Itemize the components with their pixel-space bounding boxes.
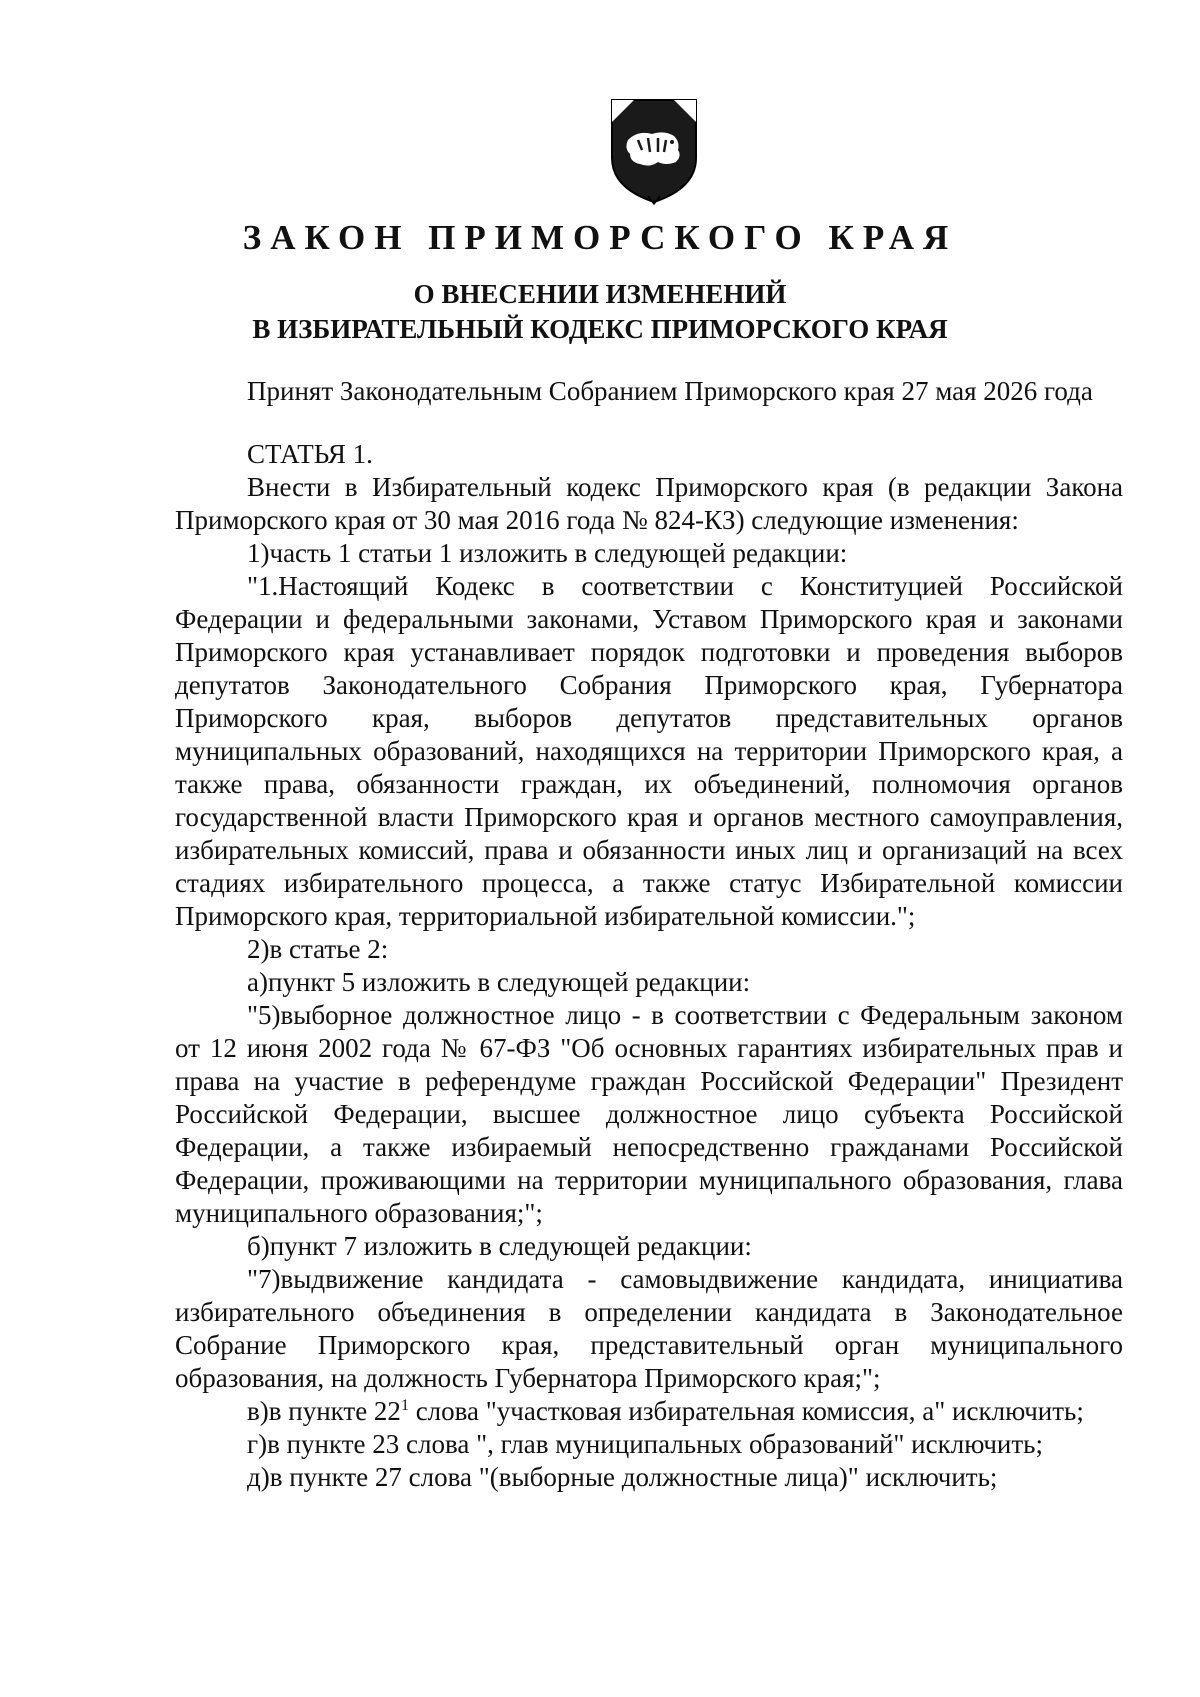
amendment-quote: "1.Настоящий Кодекс в соответствии с Конституцией Российской Федерации и федеральными законами, Уставом Приморского края и законами Приморского края устанавливает порядок подготовки и проведения выборов депутатов Законодательного Собрания Приморского края, Губернатора Приморского края, выборов депутатов представительных органов муниципальных образований, находящихся на территории Приморского края, а также права, обязанности граждан, их объединений, полномочия органов государственной власти Приморского края и органов местного самоуправления, избирательных комиссий, права и обязанности иных лиц и организаций на всех стадиях избирательного процесса, а также статус Избирательной комиссии Приморского края, территориальной избирательной комиссии."; [175, 571, 1123, 931]
amendment-item: 1)часть 1 статьи 1 изложить в следующей редакции: [247, 538, 848, 568]
article-heading: СТАТЬЯ 1. [247, 439, 373, 469]
amendment-subitem: г)в пункте 23 слова ", глав муниципальных образований" исключить; [247, 1429, 1043, 1459]
adoption-statement: Принят Законодательным Собранием Приморского края 27 мая 2026 года [247, 376, 1093, 406]
amendment-subitem-post: слова "участковая избирательная комиссия, а" исключить; [408, 1396, 1084, 1426]
law-title: ЗАКОН ПРИМОРСКОГО КРАЯ [242, 218, 958, 257]
superscript-index: 1 [400, 1397, 409, 1414]
law-body [175, 375, 1123, 1494]
amendment-subitem [175, 1395, 1123, 1428]
amendment-subitem: а)пункт 5 изложить в следующей редакции: [247, 967, 751, 997]
law-subtitle-line-2: В ИЗБИРАТЕЛЬНЫЙ КОДЕКС ПРИМОРСКОГО КРАЯ [252, 314, 948, 344]
amendment-quote: "7)выдвижение кандидата - самовыдвижение кандидата, инициатива избирательного объединения в определении кандидата в Законодательное Собрание Приморского края, представительный орган муниципального образования, на должность Губернатора Приморского края;"; [175, 1264, 1123, 1393]
amendment-subitem: б)пункт 7 изложить в следующей редакции: [247, 1231, 752, 1261]
amendment-item: 2)в статье 2: [247, 934, 389, 964]
law-subtitle-line-1: О ВНЕСЕНИИ ИЗМЕНЕНИЙ [413, 279, 787, 309]
amendment-subitem: д)в пункте 27 слова "(выборные должностные лица)" исключить; [247, 1462, 998, 1492]
amendment-quote: "5)выборное должностное лицо - в соответствии с Федеральным законом от 12 июня 2002 года № 67-ФЗ "Об основных гарантиях избирательных прав и права на участие в референдуме граждан Российской Федерации" Президент Российской Федерации, высшее должностное лицо субъекта Российской Федерации, а также избираемый непосредственно гражданами Российской Федерации, проживающими на территории муниципального образования, глава муниципального образования;"; [175, 1000, 1123, 1228]
article-intro: Внести в Избирательный кодекс Приморского края (в редакции Закона Приморского края от 30 мая 2016 года № 824-КЗ) следующие изменения: [175, 472, 1123, 535]
primorsky-krai-coat-of-arms-icon [608, 96, 700, 206]
amendment-subitem-pre: в)в пункте 22 [247, 1396, 401, 1426]
